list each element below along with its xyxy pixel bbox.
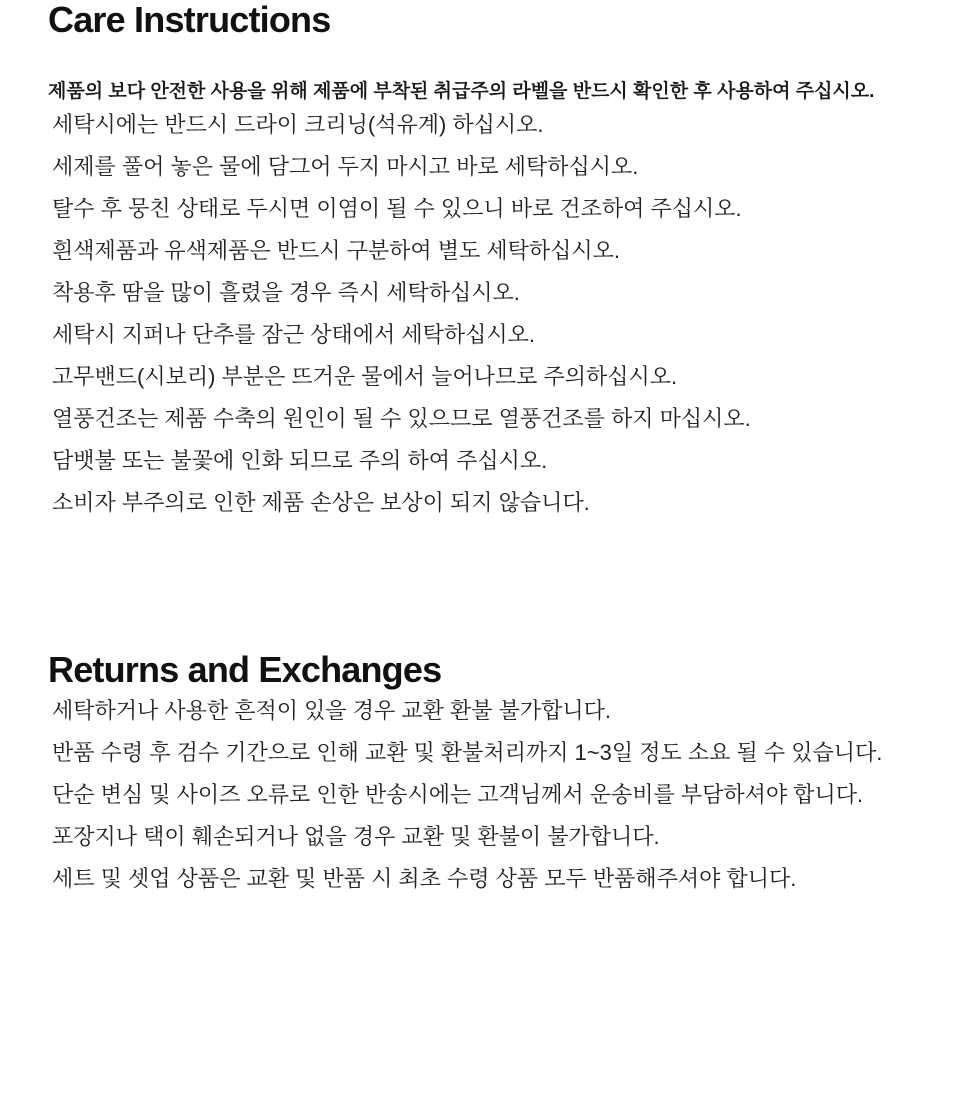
list-item: 포장지나 택이 훼손되거나 없을 경우 교환 및 환불이 불가합니다. [52, 824, 660, 849]
list-item: 흰색제품과 유색제품은 반드시 구분하여 별도 세탁하십시오. [52, 238, 620, 263]
list-item: 탈수 후 뭉친 상태로 두시면 이염이 될 수 있으니 바로 건조하여 주십시오. [52, 196, 742, 221]
list-item: 반품 수령 후 검수 기간으로 인해 교환 및 환불처리까지 1~3일 정도 소요 될 수 있습니다. [52, 740, 883, 765]
list-item: 소비자 부주의로 인한 제품 손상은 보상이 되지 않습니다. [52, 490, 590, 515]
list-item: 세트 및 셋업 상품은 교환 및 반품 시 최초 수령 상품 모두 반품해주셔야 합니다. [52, 866, 797, 891]
list-item: 착용후 땀을 많이 흘렸을 경우 즉시 세탁하십시오. [52, 280, 520, 305]
returns-exchanges-section [48, 650, 920, 900]
care-instructions-list [48, 104, 920, 524]
list-item: 세탁시 지퍼나 단추를 잠근 상태에서 세탁하십시오. [52, 322, 535, 347]
list-item: 담뱃불 또는 불꽃에 인화 되므로 주의 하여 주십시오. [52, 448, 548, 473]
returns-exchanges-title: Returns and Exchanges [48, 649, 442, 690]
returns-policy-list [48, 690, 920, 900]
list-item: 단순 변심 및 사이즈 오류로 인한 반송시에는 고객님께서 운송비를 부담하셔야 합니다. [52, 782, 864, 807]
care-intro-note: 제품의 보다 안전한 사용을 위해 제품에 부착된 취급주의 라벨을 반드시 확인한 후 사용하여 주십시오. [48, 81, 875, 102]
list-item: 고무밴드(시보리) 부분은 뜨거운 물에서 늘어나므로 주의하십시오. [52, 364, 678, 389]
list-item: 세탁하거나 사용한 흔적이 있을 경우 교환 환불 불가합니다. [52, 698, 611, 723]
care-instructions-section [48, 0, 920, 524]
list-item: 열풍건조는 제품 수축의 원인이 될 수 있으므로 열풍건조를 하지 마십시오. [52, 406, 751, 431]
list-item: 세탁시에는 반드시 드라이 크리닝(석유계) 하십시오. [52, 112, 544, 137]
care-instructions-title: Care Instructions [48, 0, 331, 40]
list-item: 세제를 풀어 놓은 물에 담그어 두지 마시고 바로 세탁하십시오. [52, 154, 639, 179]
